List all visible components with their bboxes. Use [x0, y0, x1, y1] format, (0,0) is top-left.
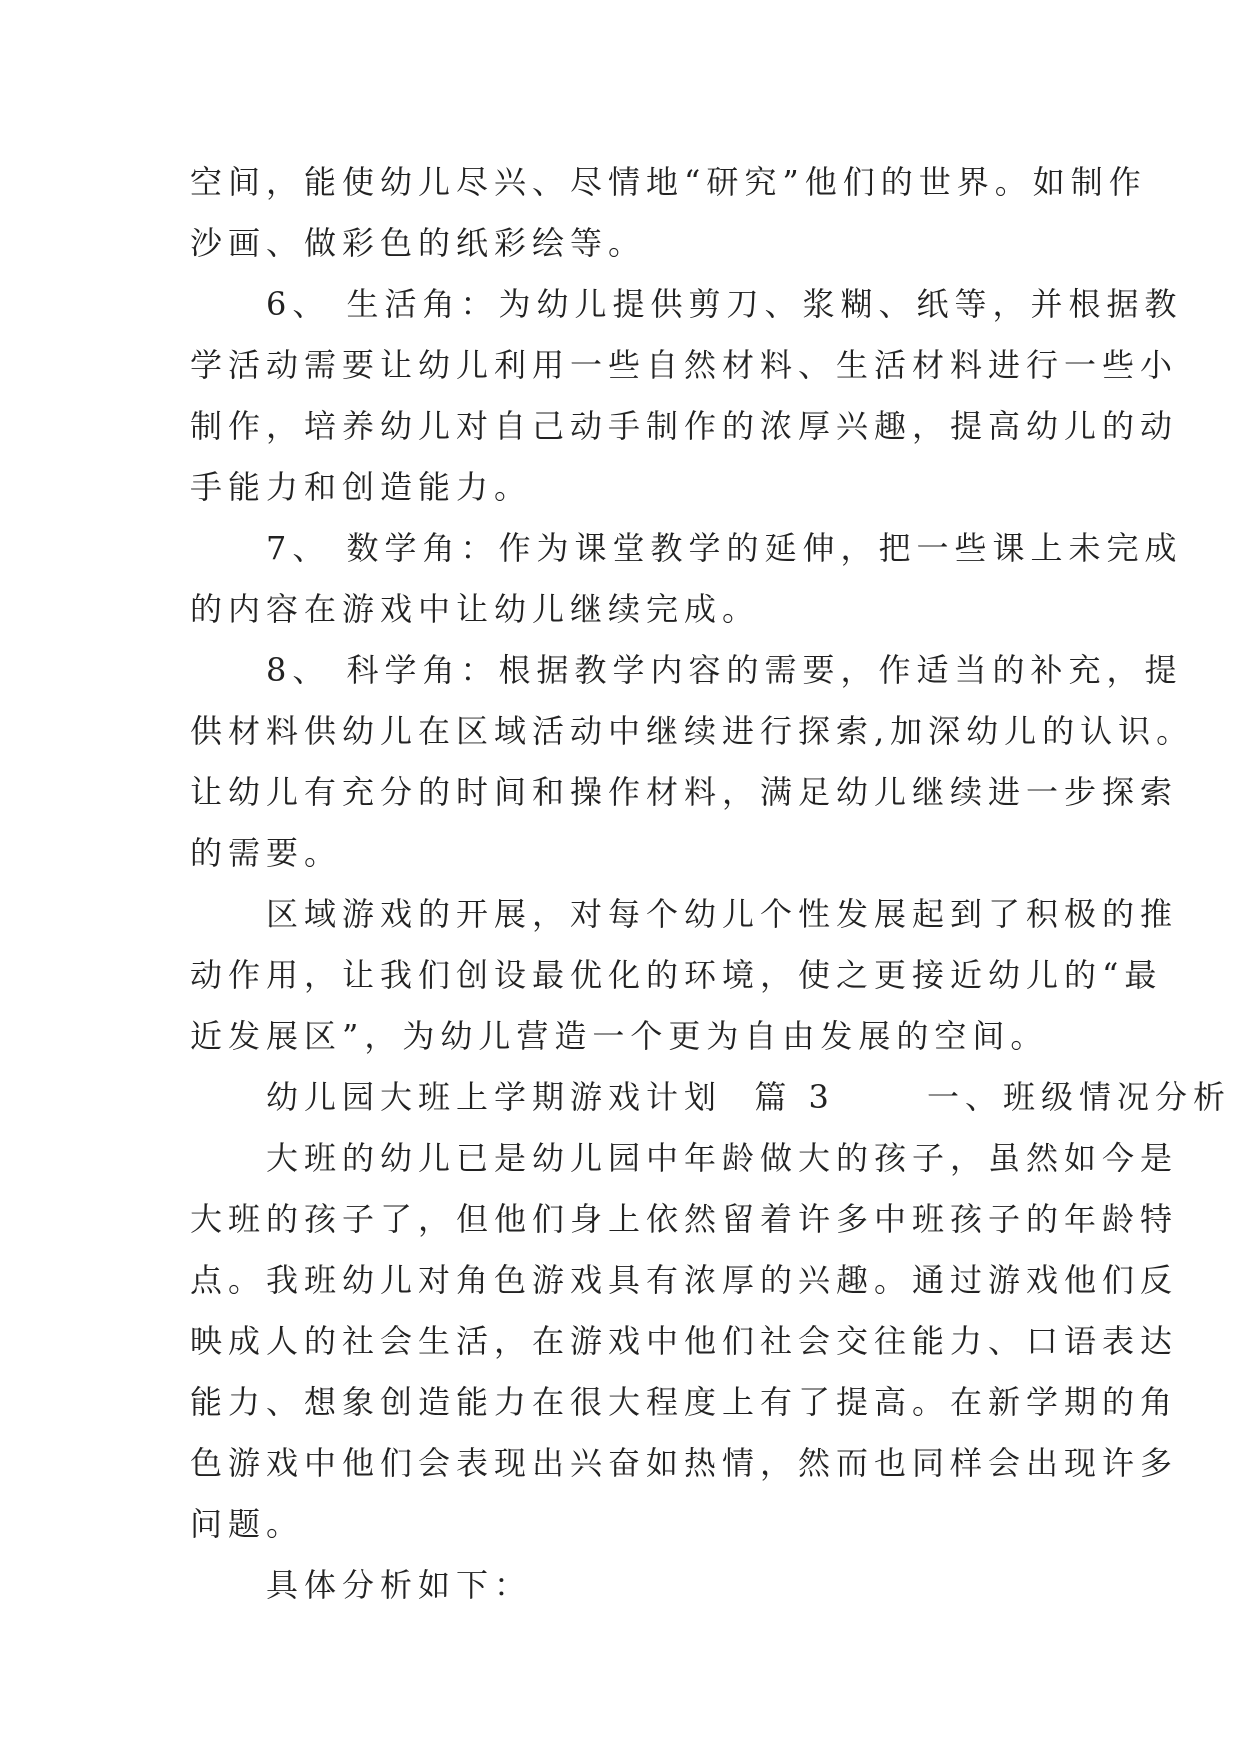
- text-line: 点。我班幼儿对角色游戏具有浓厚的兴趣。通过游戏他们反: [190, 1261, 1179, 1299]
- text-line: 7、 数学角：作为课堂教学的延伸，把一些课上未完成: [190, 529, 1183, 567]
- text-line: 手能力和创造能力。: [190, 468, 533, 506]
- text-line: 空间，能使幼儿尽兴、尽情地“研究”他们的世界。如制作: [190, 163, 1147, 201]
- text-line: 学活动需要让幼儿利用一些自然材料、生活材料进行一些小: [190, 346, 1179, 384]
- text-line: 8、 科学角：根据教学内容的需要，作适当的补充，提: [190, 651, 1183, 689]
- text-line: 区域游戏的开展，对每个幼儿个性发展起到了积极的推: [190, 895, 1179, 933]
- text-line: 映成人的社会生活，在游戏中他们社会交往能力、口语表达: [190, 1322, 1179, 1360]
- text-line: 能力、想象创造能力在很大程度上有了提高。在新学期的角: [190, 1383, 1179, 1421]
- document-body: [190, 152, 1232, 1616]
- text-line: 动作用，让我们创设最优化的环境，使之更接近幼儿的“最: [190, 956, 1163, 994]
- text-line: 的内容在游戏中让幼儿继续完成。: [190, 590, 761, 628]
- text-line: 具体分析如下：: [190, 1566, 533, 1604]
- text-line: 供材料供幼儿在区域活动中继续进行探索,加深幼儿的认识。: [190, 712, 1195, 750]
- text-line: 沙画、做彩色的纸彩绘等。: [190, 224, 647, 262]
- text-line: 大班的孩子了，但他们身上依然留着许多中班孩子的年龄特: [190, 1200, 1179, 1238]
- text-line: 让幼儿有充分的时间和操作材料，满足幼儿继续进一步探索: [190, 773, 1179, 811]
- text-line: 制作，培养幼儿对自己动手制作的浓厚兴趣，提高幼儿的动: [190, 407, 1179, 445]
- text-line: 色游戏中他们会表现出兴奋如热情，然而也同样会出现许多: [190, 1444, 1179, 1482]
- section-heading-line: 幼儿园大班上学期游戏计划 篇 3 一、班级情况分析: [190, 1078, 1232, 1116]
- text-line: 问题。: [190, 1505, 305, 1543]
- text-line: 大班的幼儿已是幼儿园中年龄做大的孩子，虽然如今是: [190, 1139, 1179, 1177]
- text-line: 的需要。: [190, 834, 343, 872]
- text-line: 近发展区”，为幼儿营造一个更为自由发展的空间。: [190, 1017, 1049, 1055]
- text-line: 6、 生活角：为幼儿提供剪刀、浆糊、纸等，并根据教: [190, 285, 1183, 323]
